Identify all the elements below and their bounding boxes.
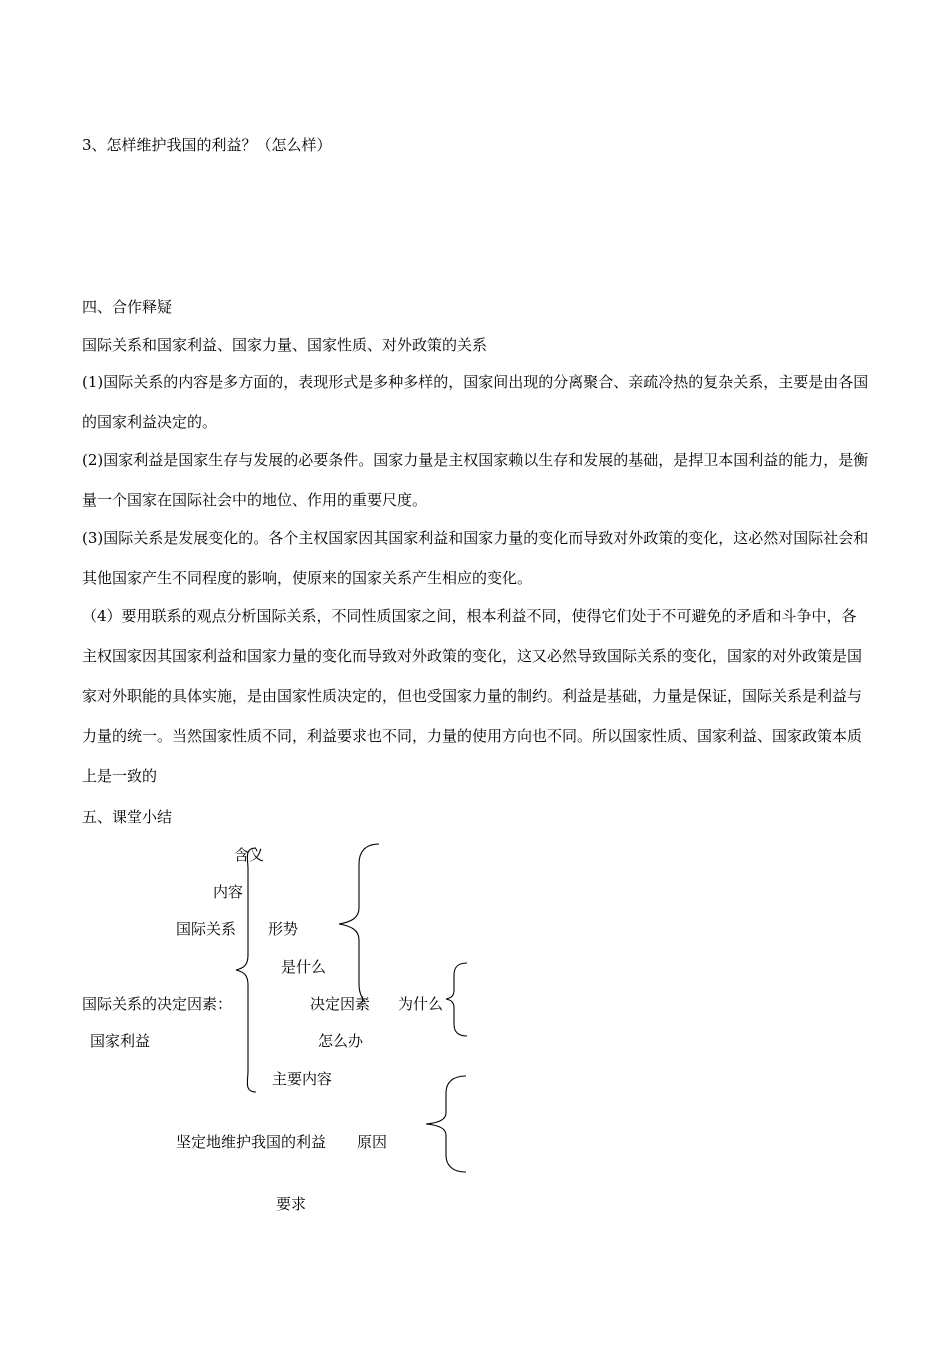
brace-left-large bbox=[230, 845, 260, 1095]
brace-middle bbox=[335, 842, 385, 1006]
section-4-heading: 四、合作释疑 bbox=[82, 298, 173, 316]
diagram-zhuyao-neirong: 主要内容 bbox=[272, 1070, 333, 1088]
question-3: 3、怎样维护我国的利益？（怎么样） bbox=[82, 136, 332, 154]
diagram-guoji-guanxi: 国际关系 bbox=[176, 920, 237, 938]
paragraph-1: (1)国际关系的内容是多方面的，表现形式是多种多样的，国家间出现的分离聚合、亲疏冷热的复杂关系，主要是由各国的国家利益决定的。 bbox=[82, 373, 869, 431]
paragraph-3: (3)国际关系是发展变化的。各个主权国家因其国家利益和国家力量的变化而导致对外政策的变化，这必然对国际社会和其他国家产生不同程度的影响，使原来的国家关系产生相应的变化。 bbox=[82, 529, 869, 587]
diagram-jianding: 坚定地维护我国的利益 bbox=[176, 1133, 327, 1151]
diagram-jueding-yinsu-label: 国际关系的决定因素： bbox=[82, 995, 233, 1013]
brace-bottom bbox=[422, 1073, 470, 1175]
diagram-wei-shenme: 为什么 bbox=[398, 995, 444, 1013]
diagram-hanyi: 含义 bbox=[234, 846, 265, 864]
diagram-neirong: 内容 bbox=[213, 883, 244, 901]
section-4-subtitle: 国际关系和国家利益、国家力量、国家性质、对外政策的关系 bbox=[82, 336, 488, 354]
paragraph-4: （4）要用联系的观点分析国际关系，不同性质国家之间，根本利益不同，使得它们处于不可避免的矛盾和斗争中，各主权国家因其国家利益和国家力量的变化而导致对外政策的变化，这又必然导致国际关系的变化，国家的对外政策是国家对外职能的具体实施，是由国家性质决定的，但也受国家力量的制约。利益是基础，力量是保证，国际关系是利益与力量的统一。当然国家性质不同，利益要求也不同，力量的使用方向也不同。所以国家性质、国家利益、国家政策本质上是一致的 bbox=[82, 607, 863, 785]
diagram-xingshi: 形势 bbox=[268, 920, 299, 938]
paragraph-2: (2)国家利益是国家生存与发展的必要条件。国家力量是主权国家赖以生存和发展的基础，是捍卫本国利益的能力，是衡量一个国家在国际社会中的地位、作用的重要尺度。 bbox=[82, 451, 869, 509]
diagram-yaoqiu: 要求 bbox=[276, 1195, 307, 1213]
diagram-zenme-ban: 怎么办 bbox=[318, 1032, 364, 1050]
diagram-guojia-liyi: 国家利益 bbox=[90, 1032, 151, 1050]
section-5-heading: 五、课堂小结 bbox=[82, 808, 173, 826]
diagram-shi-shenme: 是什么 bbox=[281, 958, 327, 976]
diagram-yuanyin: 原因 bbox=[357, 1133, 388, 1151]
brace-right-small bbox=[445, 960, 469, 1040]
diagram-jueding-yinsu: 决定因素 bbox=[310, 995, 371, 1013]
